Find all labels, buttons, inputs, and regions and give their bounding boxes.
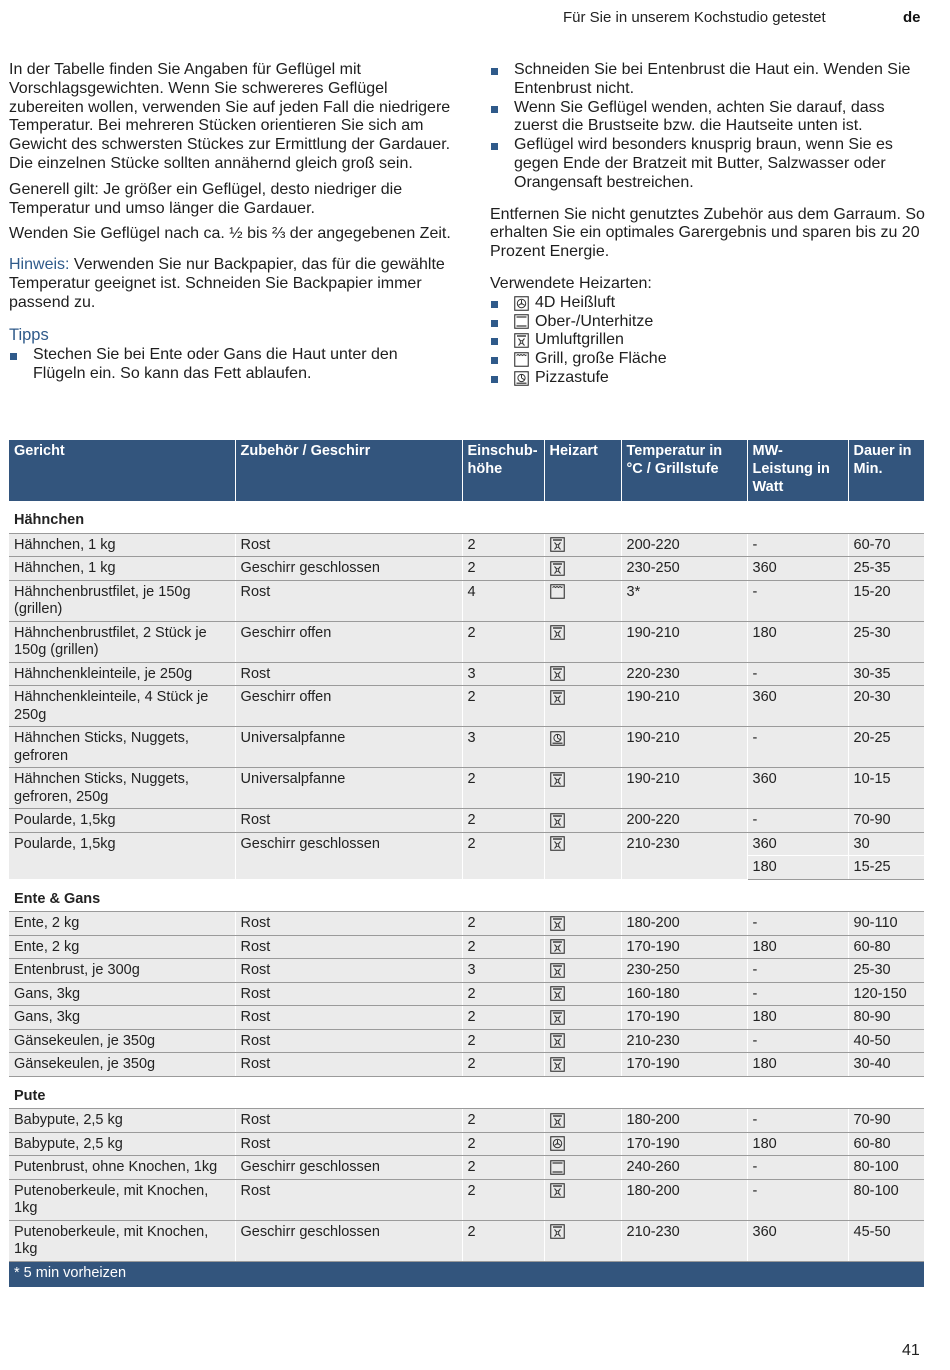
duration-cell: 45-50 [848,1220,924,1261]
column-header-accessory: Zubehör / Geschirr [235,440,462,501]
circulated-grill-icon [550,1113,565,1128]
level-cell: 2 [462,1220,544,1261]
temperature-cell: 170-190 [621,1006,747,1030]
duration-cell: 25-30 [848,959,924,983]
microwave-cell: - [747,959,848,983]
table-row [9,1053,924,1077]
table-row [9,768,924,809]
temperature-cell: 210-230 [621,1029,747,1053]
energy-paragraph: Entfernen Sie nicht genutztes Zubehör aus dem Garraum. So erhalten Sie ein optimales Garergebnis und sparen bis zu 20 Prozent Energie. [490,205,925,261]
microwave-cell: 180 [747,621,848,662]
microwave-cell: - [747,912,848,936]
temperature-cell: 190-210 [621,727,747,768]
temperature-cell: 190-210 [621,768,747,809]
microwave-cell: 360 [747,832,848,856]
table-row [9,1029,924,1053]
table-row [9,1006,924,1030]
table-row [9,982,924,1006]
microwave-cell: - [747,1156,848,1180]
heat-mode-label: 4D Heißluft [535,293,616,311]
accessory-cell: Rost [235,580,462,621]
circulated-grill-icon [550,986,565,1001]
microwave-cell: 360 [747,686,848,727]
microwave-cell: 360 [747,768,848,809]
table-row [9,557,924,581]
tips-list-right [490,61,930,193]
top-bottom-heat-icon [514,314,529,329]
heating-cell [544,1006,621,1030]
level-cell: 2 [462,621,544,662]
microwave-cell: - [747,580,848,621]
dish-cell: Gans, 3kg [9,982,235,1006]
heat-mode-item [490,294,930,313]
duration-cell: 80-100 [848,1156,924,1180]
duration-cell: 70-90 [848,1109,924,1133]
microwave-cell: 180 [747,856,848,880]
level-cell: 3 [462,662,544,686]
heating-cell [544,1109,621,1133]
accessory-cell: Geschirr offen [235,686,462,727]
table-row [9,662,924,686]
dish-cell: Ente, 2 kg [9,912,235,936]
heating-cell [544,1132,621,1156]
level-cell: 2 [462,912,544,936]
table-row [9,1220,924,1261]
tips-heading: Tipps [9,325,49,344]
heat-mode-item [490,369,930,388]
dish-cell: Putenoberkeule, mit Knochen, 1kg [9,1179,235,1220]
duration-cell: 15-20 [848,580,924,621]
dish-cell: Putenoberkeule, mit Knochen, 1kg [9,1220,235,1261]
circulated-grill-icon [550,963,565,978]
circulated-grill-icon [550,813,565,828]
dish-cell: Hähnchenkleinteile, je 250g [9,662,235,686]
heating-cell [544,832,621,879]
level-cell: 2 [462,1109,544,1133]
temperature-cell: 230-250 [621,959,747,983]
duration-cell: 20-30 [848,686,924,727]
dish-cell: Poularde, 1,5kg [9,832,235,879]
microwave-cell: - [747,662,848,686]
heat-mode-label: Umluftgrillen [535,331,624,349]
circulated-grill-icon [550,939,565,954]
level-cell: 4 [462,580,544,621]
circulated-grill-icon [550,1224,565,1239]
table-row [9,1179,924,1220]
circulated-grill-icon [550,1057,565,1072]
microwave-cell: 180 [747,1053,848,1077]
table-header-row [9,440,924,501]
table-row [9,727,924,768]
temperature-cell: 3* [621,580,747,621]
temperature-cell: 160-180 [621,982,747,1006]
heat-mode-item [490,313,930,332]
heat-mode-label: Pizzastufe [535,368,609,386]
heating-cell [544,935,621,959]
heat-mode-label: Ober-/Unterhitze [535,312,654,330]
microwave-cell: - [747,533,848,557]
circulated-grill-icon [550,916,565,931]
temperature-cell: 230-250 [621,557,747,581]
duration-cell: 30 [848,832,924,856]
heating-cell [544,959,621,983]
temperature-cell: 200-220 [621,533,747,557]
duration-cell: 15-25 [848,856,924,880]
heat-mode-item [490,331,930,350]
heating-cell [544,621,621,662]
table-row [9,1109,924,1133]
temperature-cell: 210-230 [621,1220,747,1261]
table-row [9,832,924,856]
duration-cell: 60-70 [848,533,924,557]
accessory-cell: Rost [235,1132,462,1156]
hint-paragraph [9,256,454,312]
level-cell: 2 [462,1029,544,1053]
circulated-grill-icon [550,690,565,705]
heating-cell [544,1053,621,1077]
table-row [9,959,924,983]
temperature-cell: 180-200 [621,1179,747,1220]
level-cell: 2 [462,1179,544,1220]
right-column [490,61,930,388]
level-cell: 2 [462,809,544,833]
dish-cell: Ente, 2 kg [9,935,235,959]
cooking-table [9,440,924,1287]
temperature-cell: 190-210 [621,621,747,662]
column-header-microwave: MW-Leistung in Watt [747,440,848,501]
pizza-setting-icon [550,731,565,746]
accessory-cell: Rost [235,1053,462,1077]
circulated-grill-icon [550,1183,565,1198]
microwave-cell: - [747,809,848,833]
section-row [9,1076,924,1109]
table-row [9,1132,924,1156]
accessory-cell: Universalpfanne [235,727,462,768]
duration-cell: 30-40 [848,1053,924,1077]
table-row [9,580,924,621]
footnote: * 5 min vorheizen [9,1261,924,1287]
dish-cell: Hähnchenbrustfilet, 2 Stück je 150g (grillen) [9,621,235,662]
table-row [9,1156,924,1180]
level-cell: 2 [462,982,544,1006]
tip-item: Schneiden Sie bei Entenbrust die Haut ein. Wenden Sie Entenbrust nicht. [490,61,930,99]
header-title: Für Sie in unserem Kochstudio getestet [563,9,826,26]
accessory-cell: Geschirr geschlossen [235,832,462,879]
tip-item: Stechen Sie bei Ente oder Gans die Haut unter den Flügeln ein. So kann das Fett ablaufen. [9,346,454,384]
table-body [9,501,924,1287]
column-header-dish: Gericht [9,440,235,501]
section-title: Ente & Gans [9,879,924,912]
microwave-cell: - [747,1109,848,1133]
heating-cell [544,809,621,833]
circulated-grill-icon [550,1010,565,1025]
language-code: de [903,9,921,26]
accessory-cell: Geschirr offen [235,621,462,662]
duration-cell: 30-35 [848,662,924,686]
dish-cell: Hähnchen Sticks, Nuggets, gefroren [9,727,235,768]
top-bottom-heat-icon [550,1160,565,1175]
accessory-cell: Rost [235,935,462,959]
intro-paragraph: In der Tabelle finden Sie Angaben für Geflügel mit Vorschlagsgewichten. Wenn Sie schwereres Geflügel zubereiten wollen, verwenden Sie auf jeden Fall die niedrigere Temperatur. Bei mehreren Stücken orientieren Sie sich am Gewicht des schwersten Stückes zur Ermittlung der Gardauer. Die einzelnen Stücke sollten annähernd gleich groß sein. [9,61,451,172]
heating-cell [544,727,621,768]
heating-cell [544,686,621,727]
column-header-duration: Dauer in Min. [848,440,924,501]
circulated-grill-icon [550,666,565,681]
temperature-cell: 240-260 [621,1156,747,1180]
level-cell: 2 [462,935,544,959]
heating-cell [544,1156,621,1180]
column-header-level: Einschub-höhe [462,440,544,501]
duration-cell: 25-35 [848,557,924,581]
microwave-cell: 180 [747,1132,848,1156]
temperature-cell: 170-190 [621,935,747,959]
microwave-cell: 180 [747,935,848,959]
section-row [9,501,924,533]
duration-cell: 90-110 [848,912,924,936]
temperature-cell: 170-190 [621,1053,747,1077]
dish-cell: Hähnchenkleinteile, 4 Stück je 250g [9,686,235,727]
level-cell: 2 [462,1006,544,1030]
dish-cell: Putenbrust, ohne Knochen, 1kg [9,1156,235,1180]
temperature-cell: 180-200 [621,912,747,936]
accessory-cell: Geschirr geschlossen [235,557,462,581]
heating-cell [544,557,621,581]
table-row [9,935,924,959]
table-row [9,621,924,662]
accessory-cell: Rost [235,1029,462,1053]
section-title: Pute [9,1076,924,1109]
left-column [9,61,454,384]
heating-cell [544,1179,621,1220]
heating-cell [544,768,621,809]
grill-large-icon [550,584,565,599]
hint-text: Verwenden Sie nur Backpapier, das für die gewählte Temperatur geeignet ist. Schneiden Sie Backpapier immer passend zu. [9,256,445,311]
accessory-cell: Rost [235,1006,462,1030]
footnote-row [9,1261,924,1287]
duration-cell: 10-15 [848,768,924,809]
dish-cell: Hähnchen, 1 kg [9,557,235,581]
level-cell: 3 [462,959,544,983]
circulated-grill-icon [550,836,565,851]
level-cell: 3 [462,727,544,768]
heating-cell [544,912,621,936]
dish-cell: Entenbrust, je 300g [9,959,235,983]
heating-cell [544,533,621,557]
heating-cell [544,982,621,1006]
temperature-cell: 200-220 [621,809,747,833]
heating-cell [544,580,621,621]
temperature-cell: 190-210 [621,686,747,727]
accessory-cell: Rost [235,533,462,557]
level-cell: 2 [462,1053,544,1077]
circulated-grill-icon [514,333,529,348]
hotair-4d-icon [514,296,529,311]
general-rule-paragraph: Generell gilt: Je größer ein Geflügel, desto niedriger die Temperatur und umso länger die Gardauer. [9,180,403,217]
circulated-grill-icon [550,772,565,787]
heating-cell [544,1029,621,1053]
duration-cell: 40-50 [848,1029,924,1053]
duration-cell: 120-150 [848,982,924,1006]
table-row [9,686,924,727]
dish-cell: Gänsekeulen, je 350g [9,1029,235,1053]
accessory-cell: Rost [235,1109,462,1133]
tip-item: Geflügel wird besonders knusprig braun, wenn Sie es gegen Ende der Bratzeit mit Butter, Salzwasser oder Orangensaft bestreichen. [490,136,930,192]
section-title: Hähnchen [9,501,924,533]
heat-mode-item [490,350,930,369]
duration-cell: 70-90 [848,809,924,833]
table-row [9,533,924,557]
accessory-cell: Rost [235,982,462,1006]
microwave-cell: - [747,1029,848,1053]
circulated-grill-icon [550,537,565,552]
turn-paragraph: Wenden Sie Geflügel nach ca. ½ bis ⅔ der angegebenen Zeit. [9,225,451,243]
duration-cell: 60-80 [848,1132,924,1156]
microwave-cell: - [747,1179,848,1220]
heating-cell [544,662,621,686]
level-cell: 2 [462,832,544,879]
grill-large-icon [514,352,529,367]
duration-cell: 80-100 [848,1179,924,1220]
dish-cell: Hähnchen, 1 kg [9,533,235,557]
temperature-cell: 220-230 [621,662,747,686]
duration-cell: 25-30 [848,621,924,662]
pizza-setting-icon [514,371,529,386]
microwave-cell: - [747,982,848,1006]
microwave-cell: 360 [747,557,848,581]
heat-intro: Verwendete Heizarten: [490,274,652,292]
dish-cell: Gänsekeulen, je 350g [9,1053,235,1077]
tip-item: Wenn Sie Geflügel wenden, achten Sie darauf, dass zuerst die Brustseite bzw. die Hautseite unten ist. [490,99,930,137]
section-row [9,879,924,912]
duration-cell: 20-25 [848,727,924,768]
dish-cell: Babypute, 2,5 kg [9,1109,235,1133]
dish-cell: Poularde, 1,5kg [9,809,235,833]
level-cell: 2 [462,1132,544,1156]
microwave-cell: 360 [747,1220,848,1261]
table-row [9,809,924,833]
temperature-cell: 170-190 [621,1132,747,1156]
accessory-cell: Rost [235,809,462,833]
temperature-cell: 180-200 [621,1109,747,1133]
tips-list-left [9,346,454,384]
accessory-cell: Rost [235,912,462,936]
level-cell: 2 [462,533,544,557]
table-row [9,912,924,936]
hint-label: Hinweis: [9,256,70,274]
heat-mode-label: Grill, große Fläche [535,350,667,368]
duration-cell: 60-80 [848,935,924,959]
circulated-grill-icon [550,1033,565,1048]
dish-cell: Hähnchenbrustfilet, je 150g (grillen) [9,580,235,621]
circulated-grill-icon [550,561,565,576]
microwave-cell: 180 [747,1006,848,1030]
circulated-grill-icon [550,625,565,640]
dish-cell: Gans, 3kg [9,1006,235,1030]
level-cell: 2 [462,1156,544,1180]
column-header-heating: Heizart [544,440,621,501]
level-cell: 2 [462,686,544,727]
accessory-cell: Rost [235,662,462,686]
accessory-cell: Universalpfanne [235,768,462,809]
hotair-4d-icon [550,1136,565,1151]
accessory-cell: Rost [235,1179,462,1220]
accessory-cell: Rost [235,959,462,983]
heating-cell [544,1220,621,1261]
microwave-cell: - [747,727,848,768]
heat-mode-list [490,294,930,388]
page-number: 41 [902,1342,920,1359]
duration-cell: 80-90 [848,1006,924,1030]
column-header-temperature: Temperatur in °C / Grillstufe [621,440,747,501]
dish-cell: Babypute, 2,5 kg [9,1132,235,1156]
level-cell: 2 [462,768,544,809]
temperature-cell: 210-230 [621,832,747,879]
dish-cell: Hähnchen Sticks, Nuggets, gefroren, 250g [9,768,235,809]
accessory-cell: Geschirr geschlossen [235,1156,462,1180]
level-cell: 2 [462,557,544,581]
accessory-cell: Geschirr geschlossen [235,1220,462,1261]
